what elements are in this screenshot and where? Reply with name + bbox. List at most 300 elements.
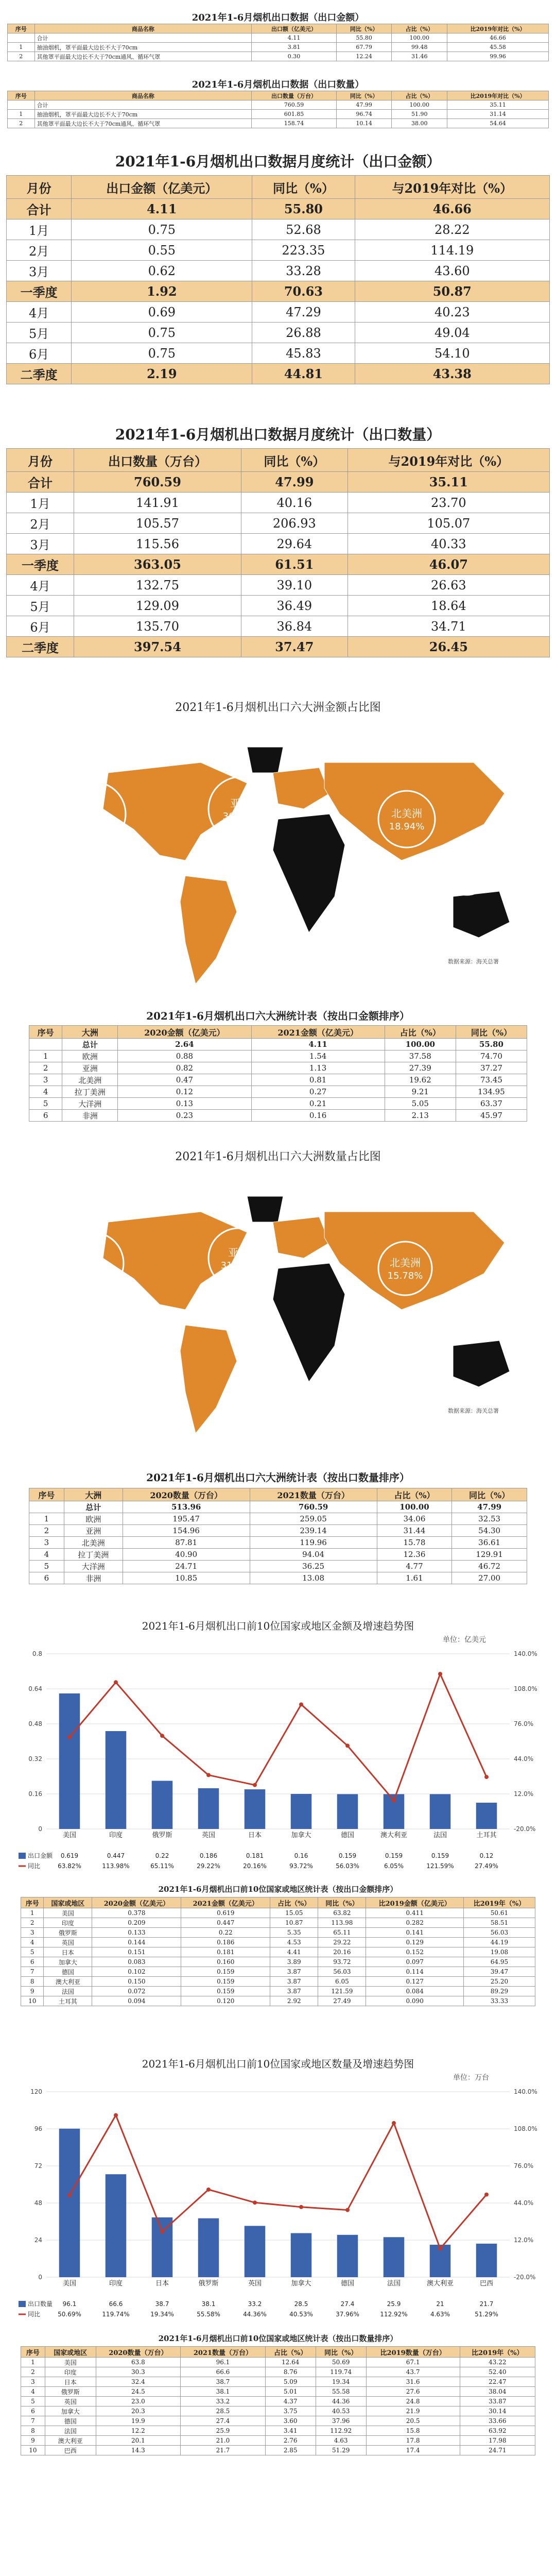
table-cell: 3 [29, 1537, 64, 1549]
table-cell: 43.22 [460, 2358, 535, 2367]
table-cell: 非洲 [64, 1572, 123, 1584]
category-label: 俄罗斯 [152, 1832, 172, 1839]
category-label: 加拿大 [291, 2280, 311, 2287]
table-cell: 18.64 [348, 596, 549, 616]
bar [476, 2244, 497, 2277]
line-value-label: 4.63% [430, 2311, 450, 2318]
table-cell: 印度 [44, 1918, 92, 1928]
table-cell: 德国 [45, 2416, 96, 2426]
table-cell: 26.63 [348, 575, 549, 596]
line-point [484, 2193, 489, 2197]
table-cell: 3.60 [265, 2416, 316, 2426]
table-cell: 55.80 [336, 33, 392, 43]
bar [245, 2226, 266, 2277]
table-cell: 8 [21, 2426, 45, 2436]
table-cell: 30.14 [460, 2406, 535, 2416]
table-cell: 印度 [45, 2367, 96, 2377]
continent-name: 欧洲 [83, 802, 104, 815]
table-cell: 19.34 [316, 2377, 366, 2387]
table-cell: 1.61 [377, 1572, 452, 1584]
continent-share: 4.20% [452, 875, 482, 886]
bar-value-label: 0.159 [385, 1852, 403, 1859]
table-cell: 10.14 [336, 119, 392, 128]
y-tick-label: 0.8 [32, 1650, 42, 1657]
table-cell: 26.88 [252, 323, 355, 343]
table-cell: 44.36 [316, 2397, 366, 2406]
table-cell: 63.8 [96, 2358, 181, 2367]
line-point [345, 2208, 350, 2212]
table-cell: 2.13 [385, 1110, 456, 1122]
table-cell: 397.54 [74, 637, 241, 657]
table-cell: 37.58 [385, 1050, 456, 1062]
sec3-table [6, 175, 550, 384]
table-cell: 70.63 [252, 281, 355, 302]
y2-tick-label: 76.0% [514, 2162, 534, 2170]
table-row [29, 1513, 527, 1525]
table-cell: 9 [21, 1987, 44, 1996]
continent-share: 18.94% [389, 821, 425, 832]
table-cell: 40.16 [241, 493, 348, 513]
table-row [21, 1977, 535, 1987]
table-cell: 2.19 [72, 364, 252, 384]
table-cell: 二季度 [7, 637, 74, 657]
bar-value-label: 96.1 [62, 2300, 77, 2308]
table-row [7, 472, 550, 493]
table-cell: 8.76 [265, 2367, 316, 2377]
bar [430, 1794, 451, 1829]
bar-value-label: 0.186 [199, 1852, 218, 1859]
table-header-cell: 出口数量（万台） [74, 449, 241, 472]
bar [384, 2237, 405, 2277]
table-cell: 13.08 [250, 1572, 377, 1584]
line-value-label: 112.92% [380, 2311, 408, 2318]
table-cell: 17.98 [460, 2436, 535, 2446]
table-cell: 0.181 [181, 1947, 270, 1957]
line-point [392, 2121, 396, 2125]
table-cell: 64.95 [463, 1957, 535, 1967]
line-point [299, 2205, 303, 2209]
table-cell: 0.47 [118, 1074, 251, 1086]
table-cell: 46.66 [447, 33, 549, 43]
table-cell: 4月 [7, 575, 74, 596]
table-cell: 51.29 [316, 2446, 366, 2455]
y-tick-label: 48 [34, 2199, 42, 2207]
table-row [21, 1938, 535, 1947]
table-cell: 100.00 [377, 1501, 452, 1513]
chart1-unit: 单位：亿美元 [443, 1636, 486, 1644]
bar-value-label: 0.22 [155, 1852, 169, 1859]
table-cell: 40.23 [355, 302, 549, 323]
table-cell: 3.41 [265, 2426, 316, 2436]
table-cell [8, 33, 35, 43]
table-header-cell: 占比（%） [392, 24, 447, 33]
continent-australia [453, 1341, 510, 1387]
table-cell: 2.92 [270, 1996, 318, 2006]
table-cell: 54.64 [447, 119, 549, 128]
table-cell: 总计 [64, 1501, 123, 1513]
line-point [114, 1680, 118, 1684]
table-cell: 67.1 [366, 2358, 460, 2367]
table-cell: 100.00 [385, 1039, 456, 1050]
table-header-cell: 出口数量（万台） [252, 91, 337, 100]
table-cell: 22.47 [460, 2377, 535, 2387]
table-row [21, 2436, 535, 2446]
bar [476, 1803, 497, 1829]
table-cell: 0.151 [92, 1947, 181, 1957]
table-cell: 100.00 [392, 100, 447, 110]
table-cell: 3.75 [265, 2406, 316, 2416]
table-cell: 30.3 [96, 2367, 181, 2377]
table-cell: 0.094 [92, 1996, 181, 2006]
table-row [21, 1947, 535, 1957]
line-value-label: 27.49% [475, 1862, 498, 1870]
category-label: 澳大利亚 [426, 2280, 454, 2287]
table-cell [8, 100, 35, 110]
table-cell: 欧洲 [62, 1050, 118, 1062]
table-cell: 2 [29, 1062, 62, 1074]
table-cell: 45.83 [252, 343, 355, 364]
table-row [7, 302, 550, 323]
table-cell: 45.58 [447, 43, 549, 52]
table-cell: 1.54 [251, 1050, 385, 1062]
line-value-label: 40.53% [289, 2311, 313, 2318]
table-cell: 24.71 [460, 2446, 535, 2455]
table-cell: 31.44 [377, 1525, 452, 1537]
table-row [29, 1110, 527, 1122]
table-header-cell: 2021金额（亿美元） [181, 1897, 270, 1908]
y-tick-label: 0 [38, 2274, 42, 2281]
bar-value-label: 27.4 [340, 2300, 355, 2308]
table-cell: 24.8 [366, 2397, 460, 2406]
table-cell: 5 [29, 1098, 62, 1110]
table-row [29, 1062, 527, 1074]
table-cell: 10.85 [123, 1572, 250, 1584]
table-cell: 37.27 [456, 1062, 527, 1074]
continent-share-label [445, 1302, 486, 1343]
table-cell: 4 [21, 2387, 45, 2397]
table-header-cell: 比2019金额（亿美元） [366, 1897, 463, 1908]
table-cell: 25.20 [463, 1977, 535, 1987]
table-header-cell: 大洲 [64, 1488, 123, 1501]
line-point [160, 1734, 164, 1738]
line-value-label: 55.58% [197, 2311, 220, 2318]
category-label: 巴西 [479, 2280, 494, 2287]
table-cell: 0.133 [92, 1928, 181, 1938]
category-label: 美国 [62, 1832, 77, 1839]
y-tick-label: 72 [34, 2162, 42, 2170]
table-cell: 0.083 [92, 1957, 181, 1967]
table-cell: 3.87 [270, 1987, 318, 1996]
table-header-cell: 占比（%） [385, 1026, 456, 1039]
table-row [21, 2406, 535, 2416]
table-header-cell: 序号 [21, 1897, 44, 1908]
table-row [21, 1908, 535, 1918]
table-header-cell: 月份 [7, 176, 72, 199]
table-cell: 5 [29, 1561, 64, 1572]
table-header-cell: 2020数量（万台） [123, 1488, 250, 1501]
table-cell: 0.22 [181, 1928, 270, 1938]
table-header-cell: 序号 [8, 24, 35, 33]
sec5-title: 2021年1-6月烟机出口六大洲统计表（按出口金额排序） [146, 1010, 410, 1022]
table-header-cell: 同比（%） [241, 449, 348, 472]
yoy-line [70, 1674, 486, 1801]
table-cell: 47.99 [241, 472, 348, 493]
table-header-cell: 2021数量（万台） [181, 2347, 266, 2358]
table-cell: 总计 [62, 1039, 118, 1050]
table-cell: 0.097 [366, 1957, 463, 1967]
table-cell: 54.10 [355, 343, 549, 364]
table-cell: 0.141 [366, 1928, 463, 1938]
chart1-table-title: 2021年1-6月烟机出口前10位国家或地区统计表（按出口金额排序） [158, 1885, 398, 1894]
continent-south-america [180, 876, 237, 984]
table-row [7, 493, 550, 513]
table-cell: 31.6 [366, 2377, 460, 2387]
table-cell: 0.159 [181, 1967, 270, 1977]
line-point [67, 2193, 72, 2197]
table-cell: 3.87 [270, 1977, 318, 1987]
table-cell: 合计 [34, 100, 252, 110]
continent-greenland [247, 747, 283, 773]
table-cell: 3.87 [270, 1967, 318, 1977]
table-cell: 10.87 [270, 1918, 318, 1928]
line-point [438, 2247, 442, 2251]
bar [337, 1794, 358, 1829]
table-cell: 40.90 [123, 1549, 250, 1561]
sec6-title: 2021年1-6月烟机出口六大洲统计表（按出口数量排序） [146, 1471, 410, 1484]
table-cell: 33.33 [463, 1996, 535, 2006]
table-cell: 0.114 [366, 1967, 463, 1977]
category-label: 澳大利亚 [380, 1832, 408, 1839]
table-cell: 1 [8, 110, 35, 119]
table-cell: 20.1 [96, 2436, 181, 2446]
table-cell: 100.00 [392, 33, 447, 43]
table-cell: 63.92 [460, 2426, 535, 2436]
sec3-title: 2021年1-6月烟机出口数据月度统计（出口金额） [115, 153, 441, 170]
table-cell: 0.282 [366, 1918, 463, 1928]
table-cell: 3 [21, 1928, 44, 1938]
table-cell: 0.209 [92, 1918, 181, 1928]
table-row [7, 364, 550, 384]
table-cell: 21.0 [181, 2436, 266, 2446]
table-row [21, 2387, 535, 2397]
table-cell: 31.46 [392, 52, 447, 61]
table-cell: 1 [29, 1050, 62, 1062]
line-value-label: 65.11% [150, 1862, 174, 1870]
table-cell: 43.7 [366, 2367, 460, 2377]
table-header-cell: 国家或地区 [44, 1897, 92, 1908]
table-cell: 合计 [7, 199, 72, 219]
table-row [21, 1957, 535, 1967]
table-cell: 0.378 [92, 1908, 181, 1918]
table-cell: 美国 [45, 2358, 96, 2367]
map-source-note: 数据来源：海关总署 [448, 958, 499, 965]
legend-line-label: 同比 [28, 2311, 41, 2318]
map1-title: 2021年1-6月烟机出口六大洲金额占比图 [175, 701, 381, 714]
table-cell: 0.23 [118, 1110, 251, 1122]
line-point [253, 1783, 257, 1787]
table-row [29, 1098, 527, 1110]
table-header-cell: 出口金额（亿美元） [72, 176, 252, 199]
table-row [7, 534, 550, 554]
table-cell: 7 [21, 2416, 45, 2426]
continent-share: 15.78% [387, 1270, 423, 1281]
table-cell: 0.13 [118, 1098, 251, 1110]
table-header-cell: 比2019数量（万台） [366, 2347, 460, 2358]
table-cell: 154.96 [123, 1525, 250, 1537]
table-cell: 28.5 [181, 2406, 266, 2416]
table-header-cell: 同比（%） [316, 2347, 366, 2358]
continent-europe [273, 768, 329, 809]
table-cell: 129.91 [452, 1549, 527, 1561]
line-value-label: 121.59% [426, 1862, 454, 1870]
table-cell: 英国 [45, 2397, 96, 2406]
table-cell: 73.45 [456, 1074, 527, 1086]
y-tick-label: 0.48 [28, 1720, 42, 1727]
table-cell: 6.05 [318, 1977, 366, 1987]
table-cell: 44.19 [463, 1938, 535, 1947]
table-cell [29, 1039, 62, 1050]
line-point [160, 2229, 164, 2233]
table-row [7, 219, 550, 240]
table-cell: 52.68 [252, 219, 355, 240]
table-row [7, 261, 550, 281]
table-cell: 54.30 [452, 1525, 527, 1537]
continent-share: 36.50% [222, 811, 258, 822]
category-label: 美国 [62, 2280, 77, 2287]
table-row [7, 596, 550, 616]
table-row [7, 554, 550, 575]
table-cell: 112.92 [316, 2426, 366, 2436]
y2-tick-label: 44.0% [514, 1755, 534, 1762]
table-row [21, 2358, 535, 2367]
line-value-label: 20.16% [243, 1862, 267, 1870]
table-cell: 65.11 [318, 1928, 366, 1938]
table-header-cell: 2020金额（亿美元） [92, 1897, 181, 1908]
category-label: 日本 [248, 1832, 262, 1839]
table-cell: 99.96 [447, 52, 549, 61]
table-cell: 37.96 [316, 2416, 366, 2426]
sec4-title: 2021年1-6月烟机出口数据月度统计（出口数量） [115, 426, 441, 443]
table-cell: 5.05 [385, 1098, 456, 1110]
map1-world-map [0, 716, 556, 994]
table-cell: 1 [8, 43, 35, 52]
table-cell: 0.411 [366, 1908, 463, 1918]
table-cell: 美国 [44, 1908, 92, 1918]
table-cell: 89.29 [463, 1987, 535, 1996]
continent-name: 北美洲 [390, 1257, 421, 1269]
table-cell: 6 [21, 1957, 44, 1967]
table-cell: 日本 [45, 2377, 96, 2387]
table-cell: 87.81 [123, 1537, 250, 1549]
table-cell: 9 [21, 2436, 45, 2446]
table-cell: 2月 [7, 240, 72, 261]
table-cell: 4 [29, 1549, 64, 1561]
sec2-table [7, 91, 549, 128]
table-row [29, 1501, 527, 1513]
table-row [8, 33, 549, 43]
line-value-label: 113.98% [102, 1862, 130, 1870]
bar [245, 1789, 266, 1829]
table-cell: 43.38 [355, 364, 549, 384]
table-row [29, 1039, 527, 1050]
table-cell: 31.14 [447, 110, 549, 119]
continent-europe [273, 1217, 329, 1258]
legend-bar-label: 出口金额 [28, 1852, 53, 1859]
table-cell: 14.3 [96, 2446, 181, 2455]
chart1-title: 2021年1-6月烟机出口前10位国家或地区金额及增速趋势图 [142, 1620, 414, 1632]
y2-tick-label: 140.0% [514, 1650, 537, 1657]
table-header-cell: 同比（%） [252, 176, 355, 199]
bar [291, 1794, 312, 1829]
y-tick-label: 0.64 [28, 1685, 42, 1692]
table-header-cell: 序号 [29, 1488, 64, 1501]
table-row [8, 119, 549, 128]
table-cell: 4月 [7, 302, 72, 323]
table-row [7, 323, 550, 343]
table-header-cell: 2021数量（万台） [250, 1488, 377, 1501]
table-cell: 27.39 [385, 1062, 456, 1074]
table-row [21, 2446, 535, 2455]
table-cell: 10 [21, 2446, 45, 2455]
table-cell: 47.29 [252, 302, 355, 323]
table-cell: 21.7 [181, 2446, 266, 2455]
continent-share-label [445, 852, 489, 895]
table-cell: 10 [21, 1996, 44, 2006]
table-cell: 法国 [45, 2426, 96, 2436]
table-row [29, 1572, 527, 1584]
table-cell: 50.61 [463, 1908, 535, 1918]
table-row [7, 343, 550, 364]
table-header-cell: 比2019年对比（%） [447, 24, 549, 33]
table-header-cell: 比2019年（%） [460, 2347, 535, 2358]
table-header-cell: 同比（%） [456, 1026, 527, 1039]
line-point [67, 1735, 72, 1739]
map2-title: 2021年1-6月烟机出口六大洲数量占比图 [175, 1150, 381, 1163]
table-header-cell: 国家或地区 [45, 2347, 96, 2358]
table-cell: 38.00 [392, 119, 447, 128]
line-value-label: 19.34% [150, 2311, 174, 2318]
table-cell: 38.1 [181, 2387, 266, 2397]
table-cell: 合计 [7, 472, 74, 493]
table-cell: 二季度 [7, 364, 72, 384]
table-cell: 55.80 [252, 199, 355, 219]
table-cell: 4.63 [316, 2436, 366, 2446]
bar-value-label: 33.2 [248, 2300, 262, 2308]
table-cell: 非洲 [62, 1110, 118, 1122]
line-value-label: 56.03% [336, 1862, 359, 1870]
table-row [21, 1967, 535, 1977]
table-cell: 40.53 [316, 2406, 366, 2416]
table-cell: 拉丁美洲 [62, 1086, 118, 1098]
table-header-cell: 同比（%） [452, 1488, 527, 1501]
table-row [7, 199, 550, 219]
table-cell: 0.30 [252, 52, 337, 61]
table-header-cell: 同比（%） [336, 24, 392, 33]
line-point [114, 2113, 118, 2117]
table-header-cell: 比2019年（%） [463, 1897, 535, 1908]
table-header-cell: 商品名称 [34, 91, 252, 100]
table-cell: 32.4 [96, 2377, 181, 2387]
table-row [29, 1561, 527, 1572]
line-point [206, 2188, 211, 2192]
bar-value-label: 0.447 [107, 1852, 125, 1859]
category-label: 英国 [248, 2280, 262, 2287]
table-header-cell: 与2019年对比（%） [348, 449, 549, 472]
table-cell: 99.48 [392, 43, 447, 52]
category-label: 俄罗斯 [198, 2280, 219, 2287]
chart2-unit: 单位：万台 [453, 2074, 489, 2082]
table-cell: 29.22 [318, 1938, 366, 1947]
